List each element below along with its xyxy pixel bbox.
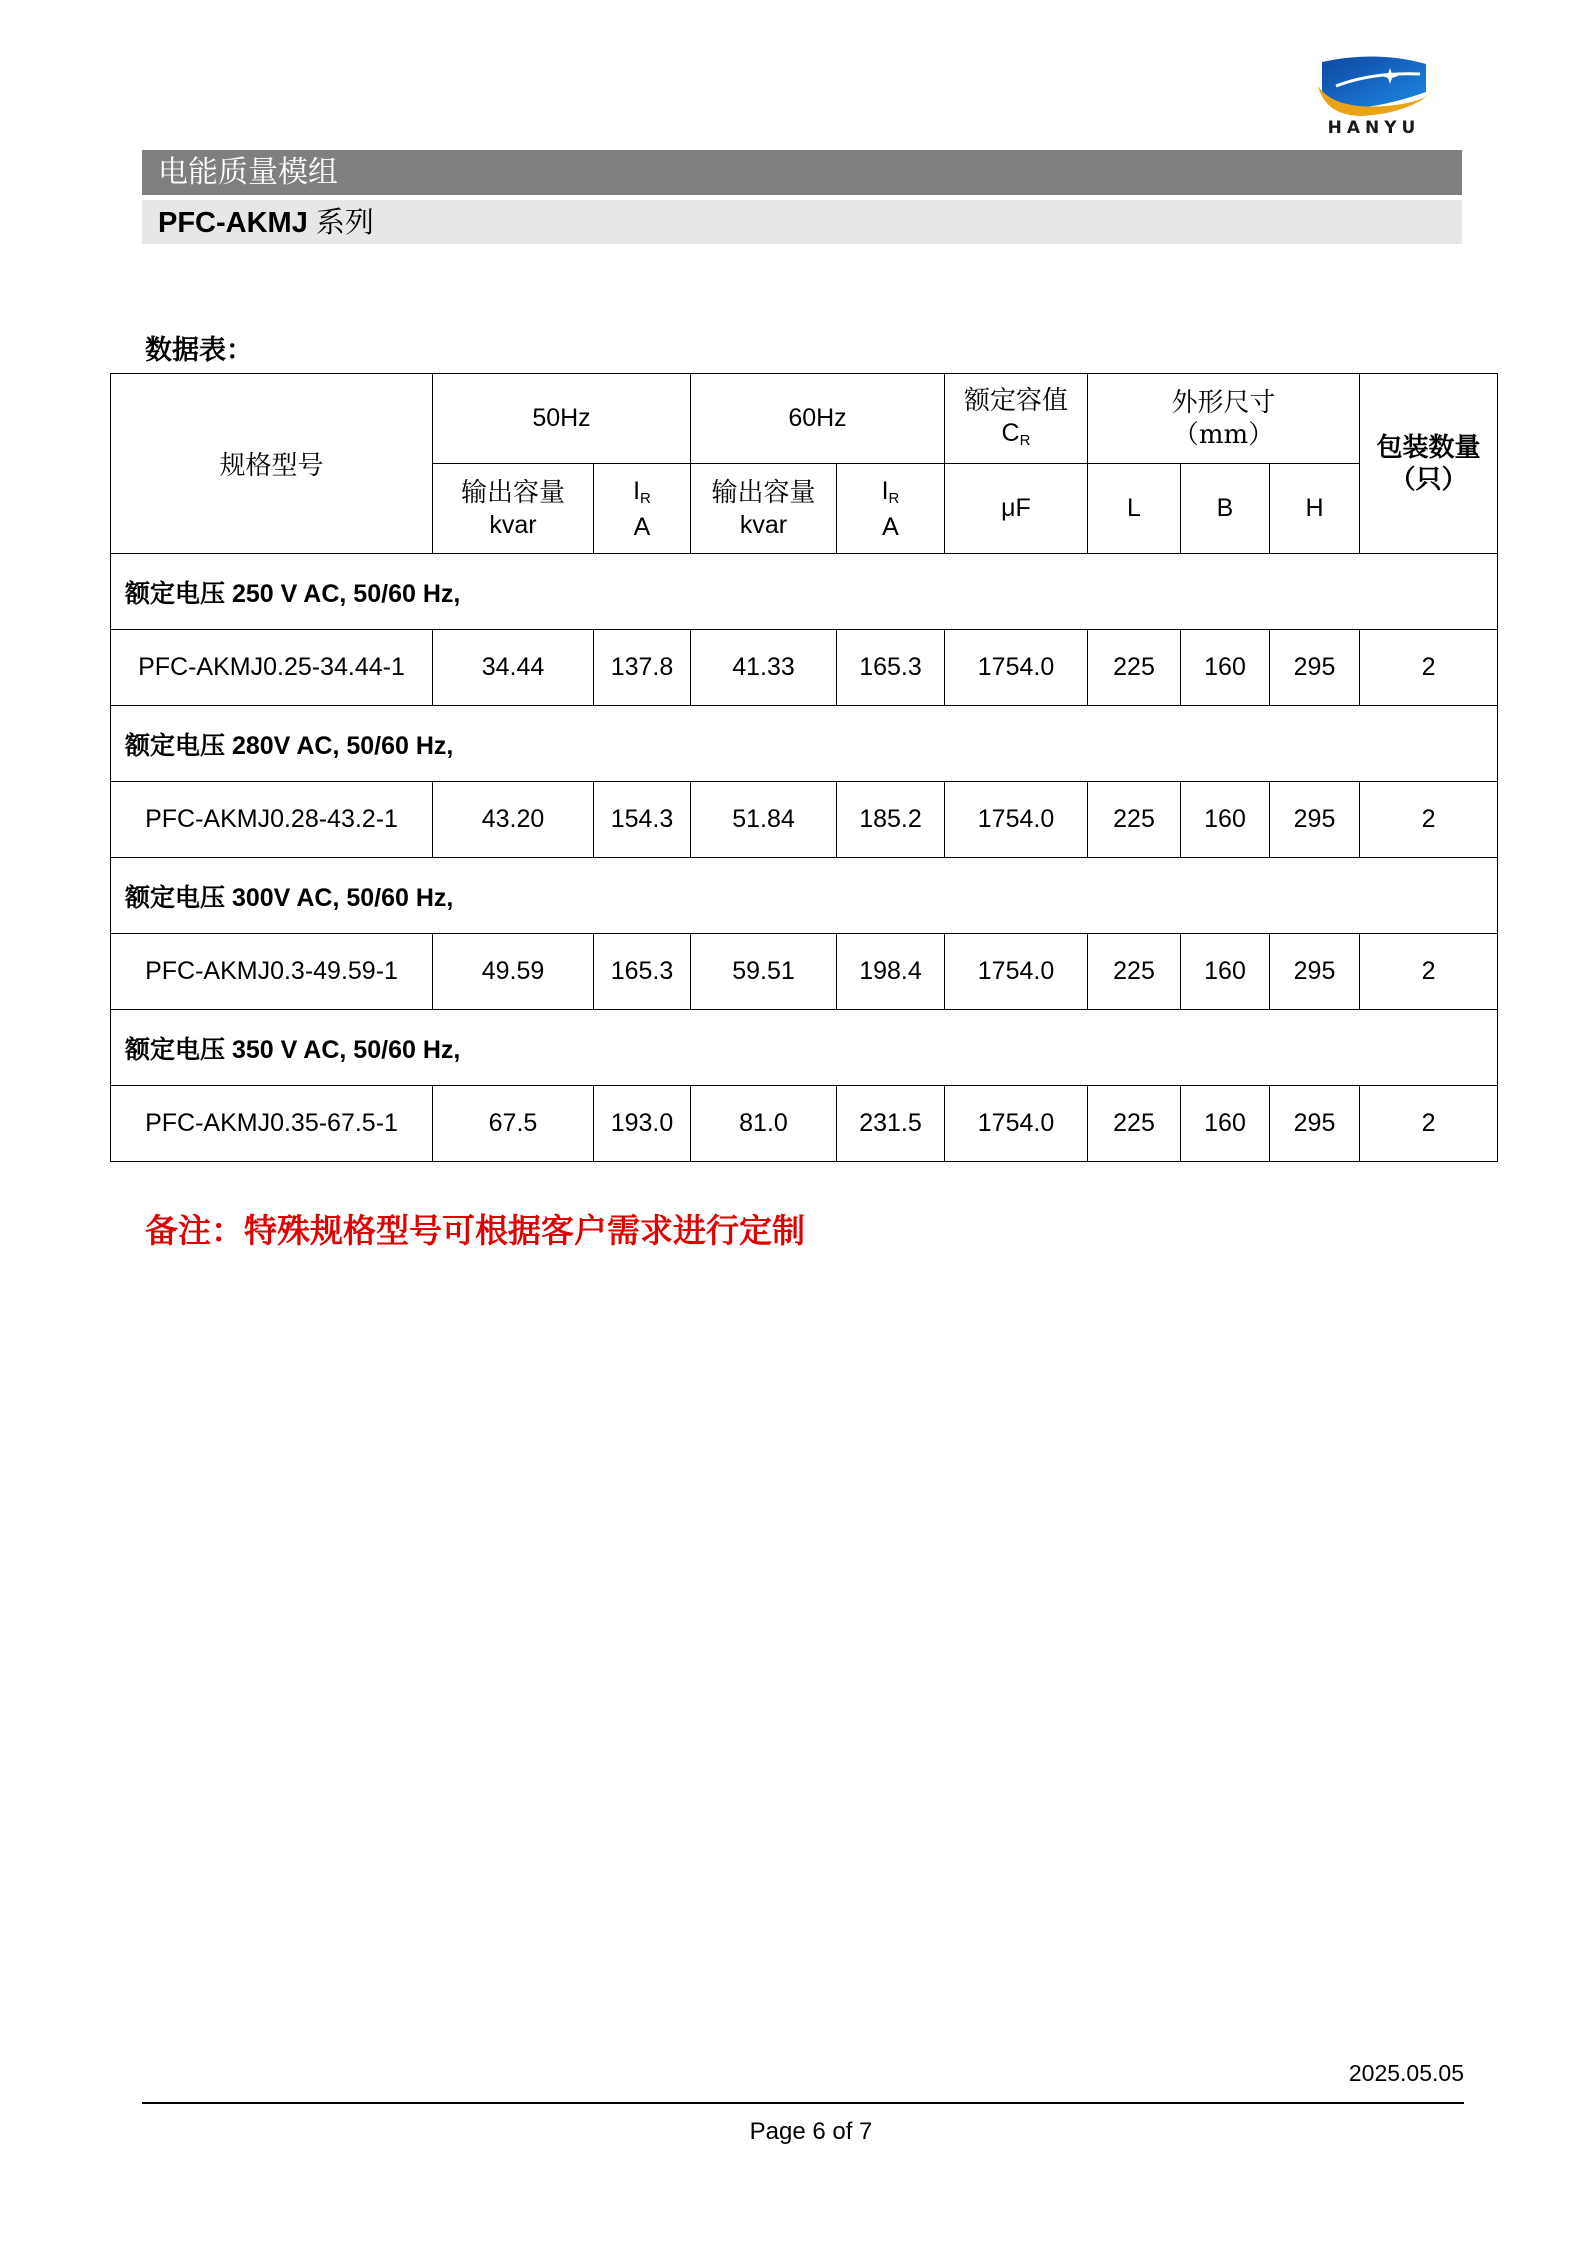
- voltage-group-row: [111, 706, 1498, 782]
- header-60hz: 60Hz: [691, 374, 945, 464]
- cell-L: 225: [1088, 1086, 1181, 1162]
- footer-divider: [142, 2102, 1464, 2104]
- table-row: [111, 934, 1498, 1010]
- cell-kvar-50: 43.20: [433, 782, 594, 858]
- cell-uf: 1754.0: [945, 630, 1088, 706]
- series-title: [142, 200, 1462, 244]
- cell-ir-50: 193.0: [594, 1086, 691, 1162]
- header-package-qty: 包装数量 （只）: [1360, 374, 1498, 554]
- cell-kvar-60: 51.84: [691, 782, 837, 858]
- cell-ir-60: 185.2: [837, 782, 945, 858]
- cell-qty: 2: [1360, 1086, 1498, 1162]
- header-L: L: [1088, 464, 1181, 554]
- table-label: 数据表：: [145, 335, 253, 366]
- cell-model: PFC-AKMJ0.25-34.44-1: [111, 630, 433, 706]
- voltage-group-label: 额定电压 300V AC, 50/60 Hz,: [111, 858, 1498, 934]
- cell-kvar-50: 34.44: [433, 630, 594, 706]
- header-dimensions: 外形尺寸 （mm）: [1088, 374, 1360, 464]
- cell-uf: 1754.0: [945, 934, 1088, 1010]
- cell-kvar-60: 81.0: [691, 1086, 837, 1162]
- cell-ir-50: 165.3: [594, 934, 691, 1010]
- cell-kvar-50: 67.5: [433, 1086, 594, 1162]
- logo-mark-icon: [1316, 56, 1432, 118]
- header-spec-model: 规格型号: [111, 374, 433, 554]
- cell-kvar-60: 59.51: [691, 934, 837, 1010]
- header-ir-50: $I_R$ A: [594, 464, 691, 554]
- cell-H: 295: [1270, 934, 1360, 1010]
- spec-table: [110, 373, 1498, 1162]
- voltage-group-label: 额定电压 280V AC, 50/60 Hz,: [111, 706, 1498, 782]
- cell-B: 160: [1181, 1086, 1270, 1162]
- cell-model: PFC-AKMJ0.3-49.59-1: [111, 934, 433, 1010]
- header-uf: μF: [945, 464, 1088, 554]
- cell-L: 225: [1088, 782, 1181, 858]
- note-text: 备注：特殊规格型号可根据客户需求进行定制: [145, 1211, 805, 1250]
- cell-model: PFC-AKMJ0.35-67.5-1: [111, 1086, 433, 1162]
- cell-kvar-50: 49.59: [433, 934, 594, 1010]
- header-row-1: [111, 374, 1498, 464]
- header-ir-60: $I_R$ A: [837, 464, 945, 554]
- voltage-group-row: [111, 1010, 1498, 1086]
- cell-B: 160: [1181, 934, 1270, 1010]
- series-model: PFC-AKMJ: [158, 207, 308, 239]
- cell-ir-50: 154.3: [594, 782, 691, 858]
- voltage-group-label: 额定电压 350 V AC, 50/60 Hz,: [111, 1010, 1498, 1086]
- cell-H: 295: [1270, 630, 1360, 706]
- header-H: H: [1270, 464, 1360, 554]
- header-rated-capacitance: 额定容值 $C_R$: [945, 374, 1088, 464]
- cell-qty: 2: [1360, 630, 1498, 706]
- cell-B: 160: [1181, 782, 1270, 858]
- voltage-group-row: [111, 554, 1498, 630]
- cell-L: 225: [1088, 630, 1181, 706]
- header-output-60: 输出容量 kvar: [691, 464, 837, 554]
- table-row: [111, 782, 1498, 858]
- voltage-group-label: 额定电压 250 V AC, 50/60 Hz,: [111, 554, 1498, 630]
- header-output-50: 输出容量 kvar: [433, 464, 594, 554]
- cell-ir-60: 231.5: [837, 1086, 945, 1162]
- hanyu-logo: [1316, 56, 1432, 142]
- cell-ir-60: 165.3: [837, 630, 945, 706]
- header-50hz: 50Hz: [433, 374, 691, 464]
- cell-L: 225: [1088, 934, 1181, 1010]
- page-number: Page 6 of 7: [749, 2118, 873, 2145]
- cell-H: 295: [1270, 1086, 1360, 1162]
- header-B: B: [1181, 464, 1270, 554]
- cell-ir-50: 137.8: [594, 630, 691, 706]
- cell-uf: 1754.0: [945, 782, 1088, 858]
- cell-H: 295: [1270, 782, 1360, 858]
- series-suffix: 系列: [315, 205, 374, 239]
- cell-B: 160: [1181, 630, 1270, 706]
- cell-kvar-60: 41.33: [691, 630, 837, 706]
- cell-qty: 2: [1360, 782, 1498, 858]
- cell-ir-60: 198.4: [837, 934, 945, 1010]
- document-date: 2025.05.05: [1348, 2060, 1464, 2086]
- logo-text: HANYU: [1327, 118, 1421, 138]
- cell-uf: 1754.0: [945, 1086, 1088, 1162]
- table-row: [111, 1086, 1498, 1162]
- table-row: [111, 630, 1498, 706]
- cell-qty: 2: [1360, 934, 1498, 1010]
- voltage-group-row: [111, 858, 1498, 934]
- cell-model: PFC-AKMJ0.28-43.2-1: [111, 782, 433, 858]
- page-title: 电能质量模组: [142, 150, 1462, 195]
